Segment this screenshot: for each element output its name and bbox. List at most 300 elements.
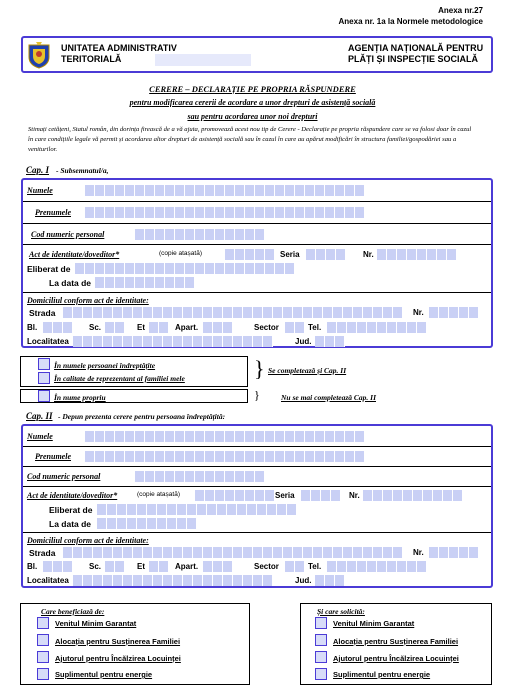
char-box[interactable]: [115, 322, 125, 333]
char-box[interactable]: [105, 207, 115, 218]
char-box[interactable]: [73, 575, 83, 586]
char-box[interactable]: [433, 490, 443, 501]
char-box[interactable]: [115, 451, 125, 462]
char-box[interactable]: [85, 451, 95, 462]
char-box[interactable]: [53, 561, 63, 572]
char-box[interactable]: [135, 207, 145, 218]
char-box[interactable]: [105, 277, 115, 288]
char-box[interactable]: [347, 561, 357, 572]
char-box[interactable]: [293, 307, 303, 318]
char-box[interactable]: [165, 229, 175, 240]
char-box[interactable]: [237, 504, 247, 515]
char-box[interactable]: [203, 547, 213, 558]
char-box[interactable]: [377, 561, 387, 572]
char-box[interactable]: [245, 229, 255, 240]
char-box[interactable]: [243, 575, 253, 586]
cap1-seria-input[interactable]: [306, 249, 346, 260]
char-box[interactable]: [165, 471, 175, 482]
cap2-et-input[interactable]: [149, 561, 169, 572]
char-box[interactable]: [159, 561, 169, 572]
char-box[interactable]: [163, 547, 173, 558]
char-box[interactable]: [393, 307, 403, 318]
char-box[interactable]: [283, 307, 293, 318]
char-box[interactable]: [245, 431, 255, 442]
char-box[interactable]: [155, 263, 165, 274]
char-box[interactable]: [207, 504, 217, 515]
char-box[interactable]: [275, 185, 285, 196]
cap1-et-input[interactable]: [149, 322, 169, 333]
char-box[interactable]: [235, 249, 245, 260]
char-box[interactable]: [195, 451, 205, 462]
char-box[interactable]: [335, 336, 345, 347]
char-box[interactable]: [223, 307, 233, 318]
char-box[interactable]: [147, 518, 157, 529]
char-box[interactable]: [429, 307, 439, 318]
char-box[interactable]: [333, 307, 343, 318]
char-box[interactable]: [125, 431, 135, 442]
char-box[interactable]: [225, 263, 235, 274]
char-box[interactable]: [195, 229, 205, 240]
char-box[interactable]: [193, 547, 203, 558]
char-box[interactable]: [107, 518, 117, 529]
char-box[interactable]: [213, 575, 223, 586]
char-box[interactable]: [185, 207, 195, 218]
char-box[interactable]: [107, 504, 117, 515]
char-box[interactable]: [205, 490, 215, 501]
char-box[interactable]: [173, 336, 183, 347]
char-box[interactable]: [263, 336, 273, 347]
cap1-bl-input[interactable]: [43, 322, 73, 333]
char-box[interactable]: [287, 504, 297, 515]
char-box[interactable]: [193, 307, 203, 318]
char-box[interactable]: [175, 207, 185, 218]
char-box[interactable]: [215, 431, 225, 442]
char-box[interactable]: [343, 547, 353, 558]
char-box[interactable]: [137, 518, 147, 529]
char-box[interactable]: [175, 185, 185, 196]
char-box[interactable]: [383, 490, 393, 501]
char-box[interactable]: [325, 185, 335, 196]
char-box[interactable]: [449, 307, 459, 318]
char-box[interactable]: [357, 561, 367, 572]
char-box[interactable]: [377, 249, 387, 260]
char-box[interactable]: [453, 490, 463, 501]
char-box[interactable]: [285, 263, 295, 274]
char-box[interactable]: [223, 547, 233, 558]
cap2-jud-input[interactable]: [315, 575, 345, 586]
char-box[interactable]: [103, 547, 113, 558]
char-box[interactable]: [373, 490, 383, 501]
char-box[interactable]: [165, 263, 175, 274]
char-box[interactable]: [205, 263, 215, 274]
char-box[interactable]: [325, 431, 335, 442]
char-box[interactable]: [327, 322, 337, 333]
char-box[interactable]: [273, 547, 283, 558]
char-box[interactable]: [253, 307, 263, 318]
char-box[interactable]: [255, 471, 265, 482]
char-box[interactable]: [113, 307, 123, 318]
char-box[interactable]: [153, 547, 163, 558]
char-box[interactable]: [125, 207, 135, 218]
char-box[interactable]: [417, 561, 427, 572]
char-box[interactable]: [145, 263, 155, 274]
char-box[interactable]: [165, 277, 175, 288]
char-box[interactable]: [247, 504, 257, 515]
char-box[interactable]: [175, 471, 185, 482]
char-box[interactable]: [95, 431, 105, 442]
char-box[interactable]: [345, 431, 355, 442]
char-box[interactable]: [187, 518, 197, 529]
char-box[interactable]: [387, 561, 397, 572]
char-box[interactable]: [105, 431, 115, 442]
char-box[interactable]: [257, 504, 267, 515]
char-box[interactable]: [203, 322, 213, 333]
char-box[interactable]: [113, 547, 123, 558]
char-box[interactable]: [336, 249, 346, 260]
benefits-right-check-1[interactable]: [315, 634, 327, 646]
char-box[interactable]: [183, 336, 193, 347]
char-box[interactable]: [103, 575, 113, 586]
cap2-nume-input[interactable]: [85, 431, 365, 442]
char-box[interactable]: [193, 336, 203, 347]
char-box[interactable]: [163, 307, 173, 318]
char-box[interactable]: [215, 471, 225, 482]
char-box[interactable]: [115, 561, 125, 572]
char-box[interactable]: [135, 277, 145, 288]
char-box[interactable]: [235, 471, 245, 482]
char-box[interactable]: [95, 451, 105, 462]
char-box[interactable]: [213, 307, 223, 318]
benefits-right-check-2[interactable]: [315, 651, 327, 663]
char-box[interactable]: [265, 451, 275, 462]
cap1-nume-input[interactable]: [85, 185, 365, 196]
char-box[interactable]: [155, 451, 165, 462]
char-box[interactable]: [149, 322, 159, 333]
benefits-left-check-1[interactable]: [37, 634, 49, 646]
cap2-strada-input[interactable]: [63, 547, 403, 558]
char-box[interactable]: [283, 547, 293, 558]
benefits-left-check-0[interactable]: [37, 617, 49, 629]
char-box[interactable]: [53, 322, 63, 333]
char-box[interactable]: [205, 185, 215, 196]
benefits-left-check-2[interactable]: [37, 651, 49, 663]
char-box[interactable]: [407, 561, 417, 572]
char-box[interactable]: [95, 185, 105, 196]
char-box[interactable]: [255, 185, 265, 196]
char-box[interactable]: [285, 431, 295, 442]
char-box[interactable]: [177, 504, 187, 515]
char-box[interactable]: [245, 490, 255, 501]
char-box[interactable]: [235, 490, 245, 501]
char-box[interactable]: [125, 277, 135, 288]
char-box[interactable]: [93, 547, 103, 558]
char-box[interactable]: [135, 185, 145, 196]
char-box[interactable]: [215, 451, 225, 462]
char-box[interactable]: [265, 431, 275, 442]
char-box[interactable]: [83, 336, 93, 347]
char-box[interactable]: [235, 451, 245, 462]
char-box[interactable]: [145, 451, 155, 462]
char-box[interactable]: [225, 185, 235, 196]
char-box[interactable]: [285, 561, 295, 572]
char-box[interactable]: [215, 490, 225, 501]
char-box[interactable]: [313, 547, 323, 558]
char-box[interactable]: [185, 451, 195, 462]
char-box[interactable]: [265, 263, 275, 274]
cap1-ladata-input[interactable]: [95, 277, 195, 288]
char-box[interactable]: [347, 322, 357, 333]
cap2-sector-input[interactable]: [285, 561, 305, 572]
char-box[interactable]: [255, 490, 265, 501]
char-box[interactable]: [245, 471, 255, 482]
char-box[interactable]: [95, 207, 105, 218]
char-box[interactable]: [437, 249, 447, 260]
char-box[interactable]: [413, 490, 423, 501]
char-box[interactable]: [205, 471, 215, 482]
char-box[interactable]: [93, 575, 103, 586]
char-box[interactable]: [85, 185, 95, 196]
char-box[interactable]: [333, 547, 343, 558]
char-box[interactable]: [353, 307, 363, 318]
char-box[interactable]: [145, 471, 155, 482]
char-box[interactable]: [255, 263, 265, 274]
char-box[interactable]: [173, 547, 183, 558]
char-box[interactable]: [363, 490, 373, 501]
char-box[interactable]: [163, 336, 173, 347]
char-box[interactable]: [73, 336, 83, 347]
benefits-left-check-3[interactable]: [37, 668, 49, 680]
char-box[interactable]: [175, 277, 185, 288]
char-box[interactable]: [293, 547, 303, 558]
char-box[interactable]: [423, 490, 433, 501]
char-box[interactable]: [321, 490, 331, 501]
char-box[interactable]: [295, 207, 305, 218]
char-box[interactable]: [63, 547, 73, 558]
char-box[interactable]: [203, 336, 213, 347]
char-box[interactable]: [183, 307, 193, 318]
char-box[interactable]: [195, 490, 205, 501]
char-box[interactable]: [123, 336, 133, 347]
char-box[interactable]: [135, 263, 145, 274]
char-box[interactable]: [255, 431, 265, 442]
char-box[interactable]: [95, 263, 105, 274]
char-box[interactable]: [225, 490, 235, 501]
char-box[interactable]: [125, 263, 135, 274]
cap2-tel-input[interactable]: [327, 561, 427, 572]
char-box[interactable]: [253, 336, 263, 347]
char-box[interactable]: [263, 575, 273, 586]
char-box[interactable]: [203, 561, 213, 572]
char-box[interactable]: [213, 336, 223, 347]
char-box[interactable]: [155, 185, 165, 196]
char-box[interactable]: [175, 229, 185, 240]
cap2-nr2-input[interactable]: [429, 547, 479, 558]
char-box[interactable]: [223, 561, 233, 572]
char-box[interactable]: [301, 490, 311, 501]
char-box[interactable]: [295, 322, 305, 333]
char-box[interactable]: [243, 307, 253, 318]
char-box[interactable]: [83, 307, 93, 318]
cap2-act-input[interactable]: [195, 490, 275, 501]
char-box[interactable]: [159, 322, 169, 333]
char-box[interactable]: [165, 185, 175, 196]
char-box[interactable]: [397, 322, 407, 333]
char-box[interactable]: [223, 322, 233, 333]
cap1-localitatea-input[interactable]: [73, 336, 273, 347]
char-box[interactable]: [285, 322, 295, 333]
char-box[interactable]: [149, 561, 159, 572]
char-box[interactable]: [103, 336, 113, 347]
char-box[interactable]: [245, 263, 255, 274]
char-box[interactable]: [195, 471, 205, 482]
char-box[interactable]: [335, 575, 345, 586]
char-box[interactable]: [325, 451, 335, 462]
char-box[interactable]: [175, 451, 185, 462]
char-box[interactable]: [295, 561, 305, 572]
cap1-nr2-input[interactable]: [429, 307, 479, 318]
char-box[interactable]: [383, 547, 393, 558]
char-box[interactable]: [215, 185, 225, 196]
char-box[interactable]: [265, 490, 275, 501]
char-box[interactable]: [235, 229, 245, 240]
char-box[interactable]: [215, 229, 225, 240]
char-box[interactable]: [105, 561, 115, 572]
char-box[interactable]: [245, 185, 255, 196]
char-box[interactable]: [215, 207, 225, 218]
char-box[interactable]: [303, 547, 313, 558]
char-box[interactable]: [113, 336, 123, 347]
char-box[interactable]: [439, 547, 449, 558]
char-box[interactable]: [117, 518, 127, 529]
char-box[interactable]: [95, 277, 105, 288]
char-box[interactable]: [267, 504, 277, 515]
char-box[interactable]: [355, 207, 365, 218]
char-box[interactable]: [335, 207, 345, 218]
char-box[interactable]: [193, 575, 203, 586]
cap1-prenume-input[interactable]: [85, 207, 365, 218]
char-box[interactable]: [233, 336, 243, 347]
char-box[interactable]: [363, 547, 373, 558]
char-box[interactable]: [306, 249, 316, 260]
char-box[interactable]: [255, 229, 265, 240]
char-box[interactable]: [245, 249, 255, 260]
char-box[interactable]: [143, 547, 153, 558]
char-box[interactable]: [459, 547, 469, 558]
char-box[interactable]: [133, 575, 143, 586]
char-box[interactable]: [203, 575, 213, 586]
char-box[interactable]: [277, 504, 287, 515]
cap1-nr-input[interactable]: [377, 249, 457, 260]
char-box[interactable]: [275, 431, 285, 442]
char-box[interactable]: [143, 307, 153, 318]
char-box[interactable]: [325, 207, 335, 218]
char-box[interactable]: [255, 451, 265, 462]
char-box[interactable]: [103, 307, 113, 318]
char-box[interactable]: [323, 547, 333, 558]
cap2-eliberat-input[interactable]: [97, 504, 297, 515]
benefits-right-check-0[interactable]: [315, 617, 327, 629]
unit-name-field[interactable]: [155, 54, 251, 66]
char-box[interactable]: [153, 307, 163, 318]
char-box[interactable]: [175, 263, 185, 274]
char-box[interactable]: [93, 336, 103, 347]
char-box[interactable]: [393, 490, 403, 501]
char-box[interactable]: [345, 185, 355, 196]
char-box[interactable]: [305, 451, 315, 462]
char-box[interactable]: [313, 307, 323, 318]
char-box[interactable]: [363, 307, 373, 318]
char-box[interactable]: [63, 307, 73, 318]
char-box[interactable]: [85, 263, 95, 274]
char-box[interactable]: [357, 322, 367, 333]
char-box[interactable]: [205, 229, 215, 240]
char-box[interactable]: [323, 307, 333, 318]
char-box[interactable]: [225, 229, 235, 240]
char-box[interactable]: [185, 263, 195, 274]
char-box[interactable]: [137, 504, 147, 515]
char-box[interactable]: [449, 547, 459, 558]
char-box[interactable]: [217, 504, 227, 515]
char-box[interactable]: [183, 547, 193, 558]
char-box[interactable]: [235, 185, 245, 196]
char-box[interactable]: [345, 207, 355, 218]
char-box[interactable]: [187, 504, 197, 515]
char-box[interactable]: [315, 185, 325, 196]
char-box[interactable]: [157, 504, 167, 515]
char-box[interactable]: [337, 322, 347, 333]
char-box[interactable]: [123, 575, 133, 586]
char-box[interactable]: [205, 431, 215, 442]
char-box[interactable]: [407, 249, 417, 260]
char-box[interactable]: [225, 471, 235, 482]
char-box[interactable]: [275, 451, 285, 462]
char-box[interactable]: [367, 561, 377, 572]
char-box[interactable]: [145, 207, 155, 218]
char-box[interactable]: [469, 307, 479, 318]
char-box[interactable]: [337, 561, 347, 572]
char-box[interactable]: [155, 207, 165, 218]
char-box[interactable]: [185, 277, 195, 288]
char-box[interactable]: [153, 336, 163, 347]
char-box[interactable]: [255, 207, 265, 218]
char-box[interactable]: [205, 207, 215, 218]
char-box[interactable]: [185, 185, 195, 196]
char-box[interactable]: [326, 249, 336, 260]
char-box[interactable]: [195, 185, 205, 196]
char-box[interactable]: [43, 322, 53, 333]
char-box[interactable]: [315, 207, 325, 218]
char-box[interactable]: [383, 307, 393, 318]
char-box[interactable]: [147, 504, 157, 515]
char-box[interactable]: [197, 504, 207, 515]
char-box[interactable]: [331, 490, 341, 501]
char-box[interactable]: [213, 322, 223, 333]
char-box[interactable]: [245, 207, 255, 218]
char-box[interactable]: [143, 575, 153, 586]
char-box[interactable]: [105, 263, 115, 274]
char-box[interactable]: [397, 249, 407, 260]
char-box[interactable]: [469, 547, 479, 558]
char-box[interactable]: [135, 431, 145, 442]
cap2-bl-input[interactable]: [43, 561, 73, 572]
char-box[interactable]: [325, 575, 335, 586]
char-box[interactable]: [343, 307, 353, 318]
char-box[interactable]: [203, 307, 213, 318]
cap2-apart-input[interactable]: [203, 561, 233, 572]
char-box[interactable]: [155, 229, 165, 240]
char-box[interactable]: [235, 207, 245, 218]
char-box[interactable]: [387, 249, 397, 260]
